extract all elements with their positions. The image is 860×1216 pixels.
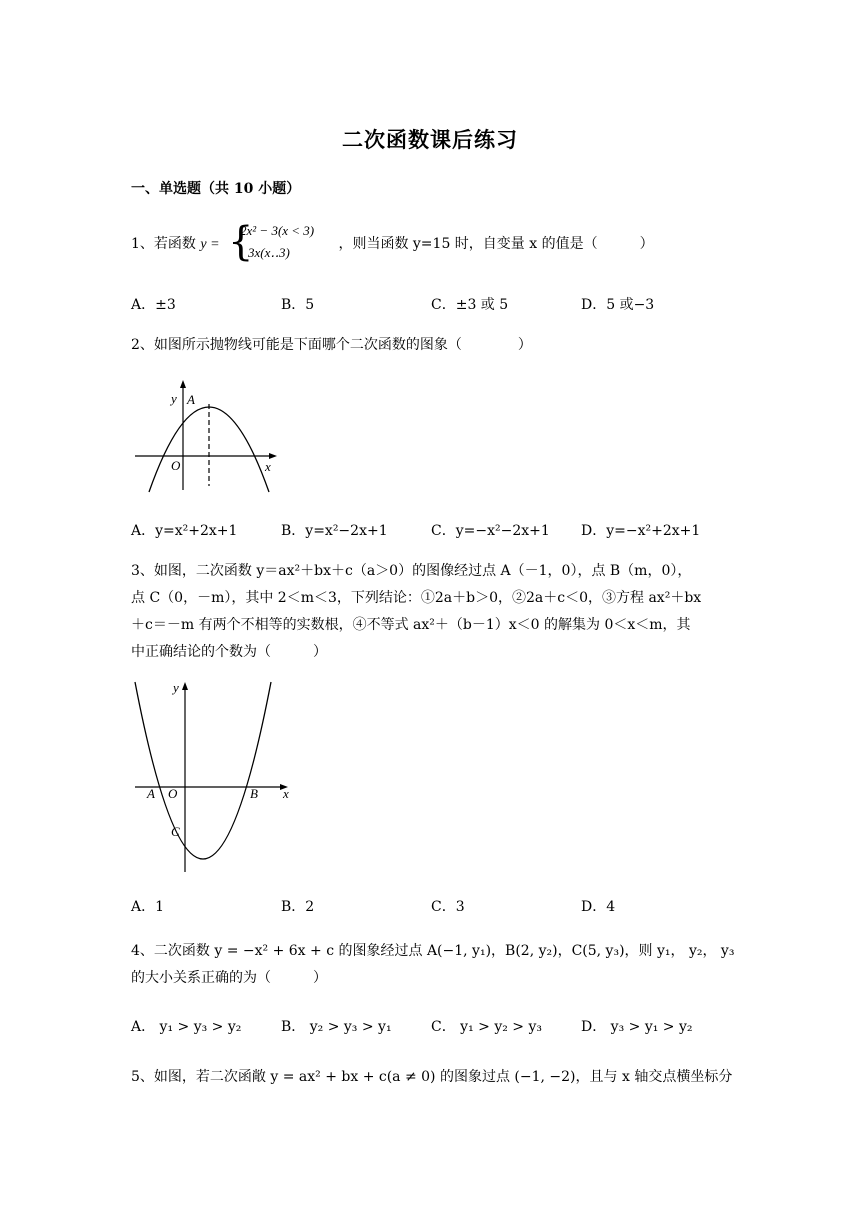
q3-option-c: C．3 (431, 899, 465, 915)
q2-label-y: y (171, 391, 177, 406)
q3-y-arrow-icon (182, 682, 188, 690)
q4-option-a: A． y₁ > y₃ > y₂ (131, 1019, 242, 1035)
q3-line-2: 点 C（0，－m），其中 2＜m＜3，下列结论：①2a＋b＞0，②2a＋c＜0，③方程 ax²＋bx (131, 590, 702, 606)
q3-label-y: y (173, 680, 179, 695)
q1-option-c: C．±3 或 5 (431, 297, 509, 313)
q1-option-a: A．±3 (131, 297, 176, 313)
q4-option-c: C． y₁ > y₂ > y₃ (431, 1019, 542, 1035)
q3-option-b: B．2 (281, 899, 315, 915)
question-5: 5、如图，若二次函敞 y = ax² + bx + c(a ≠ 0) 的图象过点 (−1, −2)，且与 x 轴交点横坐标分 (131, 1069, 733, 1085)
q3-line-1: 3、如图，二次函数 y＝ax²＋bx＋c（a＞0）的图像经过点 A（－1，0），点 B（m，0）， (131, 563, 692, 579)
q3-parabola-figure (131, 676, 301, 876)
q2-label-o: O (171, 458, 181, 473)
q2-option-b: B．y=x²−2x+1 (281, 523, 388, 539)
q3-option-d: D．4 (581, 899, 616, 915)
q3-option-a: A．1 (131, 899, 165, 915)
q4-line-2: 的大小关系正确的为（ ） (131, 970, 327, 986)
q4-line-1: 4、二次函数 y = −x² + 6x + c 的图象经过点 A(−1, y₁)，B(2, y₂)，C(5, y₃)，则 y₁， y₂， y₃ (131, 943, 735, 959)
q1-suffix: ，则当函数 y=15 时，自变量 x 的值是（ ） (338, 236, 654, 252)
q4-option-d: D． y₃ > y₁ > y₂ (581, 1019, 693, 1035)
q2-label-x: x (265, 459, 271, 474)
q3-label-o: O (168, 786, 178, 801)
q3-label-b: B (250, 786, 258, 801)
q1-piecewise (228, 219, 330, 266)
brace-icon: { (228, 219, 254, 265)
q2-option-a: A．y=x²+2x+1 (131, 523, 238, 539)
q3-label-a: A (147, 786, 155, 801)
question-1 (131, 219, 654, 266)
q3-parabola-curve (135, 682, 271, 859)
q1-y-eq: y = (200, 237, 220, 252)
q1-option-b: B．5 (281, 297, 315, 313)
q1-piece-1: 2x² − 3(x < 3) (240, 223, 315, 238)
section-heading: 一、单选题（共 10 小题） (131, 181, 301, 197)
q2-option-d: D．y=−x²+2x+1 (581, 523, 701, 539)
q2-parabola-figure (131, 376, 281, 496)
q2-label-a: A (187, 392, 195, 407)
q2-y-arrow-icon (180, 380, 186, 388)
q1-option-d: D．5 或−3 (581, 297, 655, 313)
q4-option-b: B． y₂ > y₃ > y₁ (281, 1019, 392, 1035)
q3-options (131, 896, 751, 916)
q1-prefix: 1、若函数 (131, 236, 196, 252)
q3-line-3: ＋c＝－m 有两个不相等的实数根，④不等式 ax²＋（b－1）x＜0 的解集为 0＜x＜m，其 (131, 617, 691, 633)
question-4 (131, 938, 734, 992)
q3-line-4: 中正确结论的个数为（ ） (131, 644, 327, 660)
question-2: 2、如图所示抛物线可能是下面哪个二次函数的图象（ ） (131, 337, 532, 353)
q3-label-x: x (283, 786, 289, 801)
page-title: 二次函数课后练习 (342, 127, 518, 152)
question-3 (131, 558, 701, 666)
q2-options (131, 520, 751, 540)
q2-option-c: C．y=−x²−2x+1 (431, 523, 550, 539)
q3-label-c: C (171, 824, 180, 839)
q4-options (131, 1016, 751, 1036)
q1-piece-2: 3x(x‥3) (248, 245, 290, 260)
q1-options (131, 294, 751, 314)
